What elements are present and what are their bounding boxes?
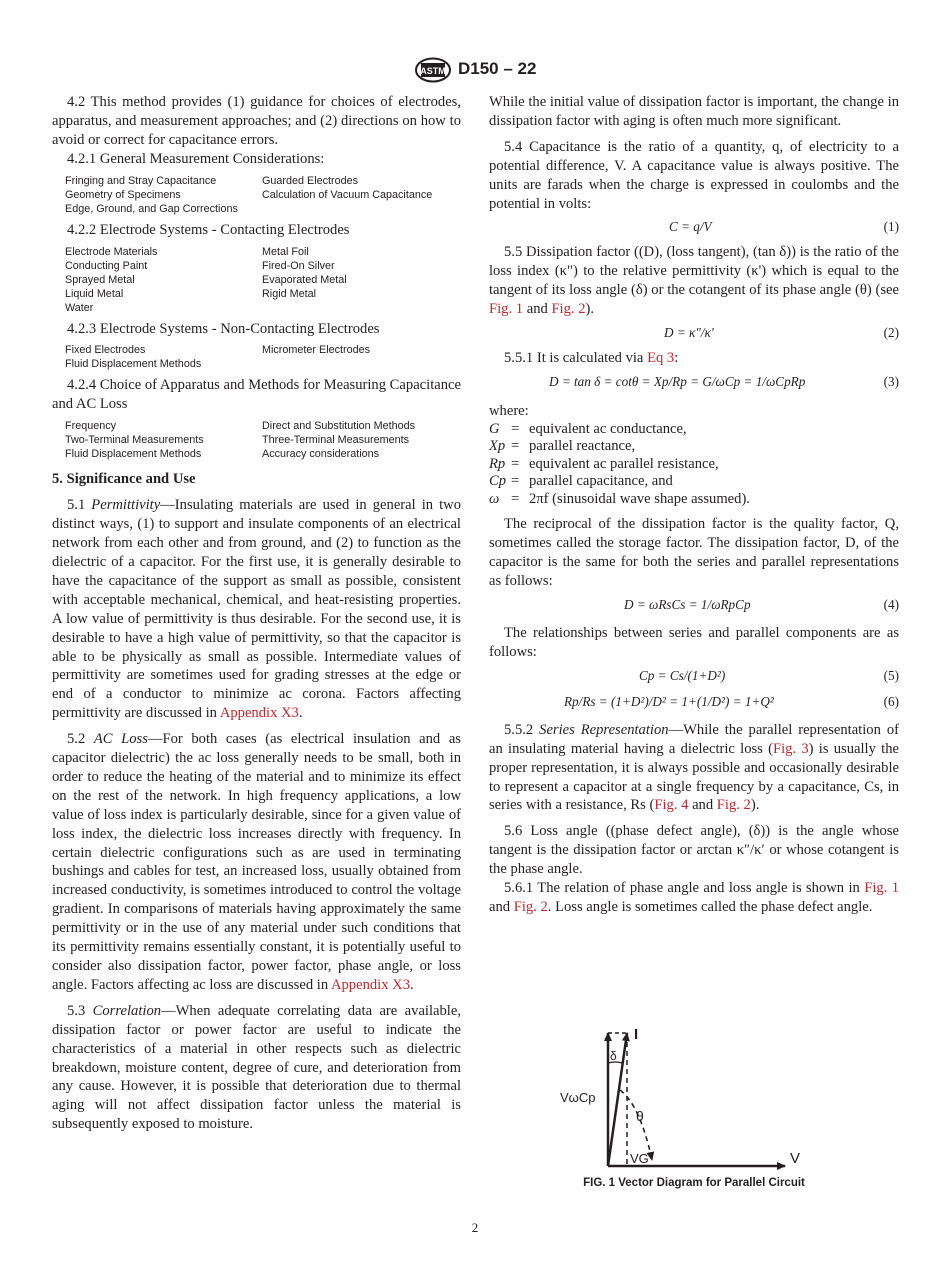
list-4-2-3	[65, 343, 461, 371]
appendix-x3-link[interactable]: Appendix X3	[219, 705, 299, 722]
equals: =	[511, 490, 520, 507]
list-item: Sprayed Metal	[65, 273, 135, 286]
para-text: ).	[585, 301, 595, 318]
list-item: Fixed Electrodes	[65, 344, 146, 357]
para-text: . Loss angle is sometimes called the phase defect angle.	[547, 898, 873, 915]
equation-number: (5)	[883, 667, 899, 683]
symbol: Xp	[489, 438, 506, 455]
equation-expression: D = ωRsCs = 1/ωRpCp	[624, 597, 751, 612]
fig-2-link[interactable]: Fig. 2	[716, 797, 751, 814]
para-number: 5.3	[67, 1002, 86, 1019]
document-designation: D150 – 22	[458, 59, 537, 78]
list-4-2-4	[65, 419, 461, 461]
para-number: 5.1	[67, 497, 86, 514]
para-5-5	[489, 243, 899, 319]
where-list	[489, 421, 899, 509]
page-header	[0, 57, 950, 83]
equation-number: (6)	[883, 693, 899, 709]
definition: parallel reactance,	[529, 438, 636, 455]
para-title: AC Loss	[93, 731, 148, 748]
left-column	[52, 93, 461, 1134]
label-vwcp: VωCp	[560, 1090, 596, 1105]
theta-arc	[620, 1090, 652, 1160]
equation-number: (2)	[883, 325, 899, 341]
fig-3-link[interactable]: Fig. 3	[772, 740, 809, 757]
equation-expression: C = q/V	[669, 219, 712, 235]
para-title: Correlation	[92, 1002, 162, 1019]
symbol: G	[489, 420, 500, 437]
where-row	[489, 438, 899, 456]
para-number: 5.5.2	[504, 721, 534, 738]
where-row	[489, 473, 899, 491]
list-4-2-2	[65, 245, 461, 315]
equation-number: (3)	[883, 373, 899, 389]
equation-expression: Cp = Cs/(1+D²)	[639, 667, 726, 683]
list-item: Accuracy considerations	[262, 448, 380, 461]
where-label: where:	[489, 402, 529, 419]
equation-expression: Rp/Rs = (1+D²)/D² = 1+(1/D²) = 1+Q²	[564, 693, 774, 709]
para-text: —For both cases (as electrical insulation and as capacitor dielectric) the ac loss generally needs to be small, both in order to reduce the heating of the material and to minimize its effect on the rest of the network. In high frequency applications, a low value of loss index is particularly desirable, since for a given value of loss index, the dielectric loss increases directly with frequency. In certain dielectric configurations such as are used in terminating bushings and cables for test, an increased loss, usually obtained from increased conductivity, is sometimes introduced to control the voltage gradient. In comparisons of materials having approximately the same permittivity or in the use of any material under such conditions that its permittivity remains essentially constant, it is potentially useful to consider also dissipation factor, power factor, phase angle, or loss angle. Factors affecting ac loss are discussed in	[52, 731, 461, 993]
equals: =	[511, 438, 520, 455]
para-text: —When adequate correlating data are available, dissipation factor or power factor are useful to indicate the characteristics of a material in other respects such as dielectric breakdown, moisture content, degree of cure, and deterioration from any cause. However, it is possible that deterioration due to thermal aging will not affect dissipation factor unless the material is subsequently exposed to moisture.	[52, 1002, 461, 1133]
para-5-5-1	[489, 349, 899, 368]
fig-2-link[interactable]: Fig. 2	[551, 301, 586, 318]
para-5-6-1	[489, 879, 899, 917]
list-item	[262, 357, 462, 371]
para-text: and	[523, 301, 552, 318]
label-vg: VG	[630, 1151, 649, 1166]
para-text: —Insulating materials are used in general in two distinct ways, (1) to support and insulate components of an electrical network from each other and from ground, and (2) to function as the dielectric of a capacitor. For the first use, it is generally desirable to have the capacitance of the support as small as possible, consistent with acceptable mechanical, chemical, and heat-resisting properties. A low value of permittivity is thus desirable. For the second use, it is desirable to have a high value of permittivity, so that the capacitor is able to be physically as small as possible. Intermediate values of permittivity are sometimes used for grading stresses at the edge or end of a conductor to minimize ac corona. Factors affecting permittivity are discussed in	[52, 497, 461, 722]
eq-3-link[interactable]: Eq 3	[647, 350, 675, 367]
equation-expression: D = tan δ = cotθ = Xp/Rp = G/ωCp = 1/ωCpRp	[549, 373, 806, 389]
list-item: Calculation of Vacuum Capacitance	[262, 188, 433, 201]
para-text: —While the parallel representation of an insulating material having a dielectric loss (	[489, 721, 899, 757]
para-5-3	[52, 1002, 461, 1134]
para-text: and	[489, 898, 514, 915]
equation-2	[489, 323, 899, 345]
para-4-2: 4.2 This method provides (1) guidance for choices of electrodes, apparatus, and measurement approaches; and (2) directions on how to avoid or correct for capacitance errors.	[52, 94, 461, 148]
page-number: 2	[471, 1220, 479, 1235]
para-title: Series Representation	[539, 721, 669, 738]
list-item: Guarded Electrodes	[262, 174, 359, 187]
fig-1-link[interactable]: Fig. 1	[864, 880, 899, 897]
where-row	[489, 421, 899, 439]
label-delta: δ	[610, 1049, 617, 1063]
right-column	[489, 93, 899, 917]
label-theta: θ	[636, 1108, 644, 1124]
figure-caption: FIG. 1 Vector Diagram for Parallel Circuit	[583, 1177, 805, 1189]
equation-3	[489, 372, 899, 394]
para-continued: While the initial value of dissipation factor is important, the change in dissipation factor with aging is often much more significant.	[489, 94, 899, 129]
para-5-5-2	[489, 721, 899, 816]
fig-2-link[interactable]: Fig. 2	[513, 898, 548, 915]
list-4-2-1	[65, 174, 461, 216]
para-reciprocal: The reciprocal of the dissipation factor is the quality factor, Q, sometimes called the storage factor. The dissipation factor, D, of the capacitor is the same for both the series and parallel representations as follows:	[489, 516, 899, 590]
equation-number: (1)	[883, 219, 899, 235]
list-item: Liquid Metal	[65, 287, 124, 300]
para-5-2: 5.2 AC Loss—For both cases (as electrical insulation and as capacitor dielectric) the ac loss generally needs to be small, both in order to reduce the heating of the material and to minimize its effect on the rest of the network. In high frequency applications, a low value of loss index is particularly desirable, since for a given value of loss index, the dielectric loss increases directly with frequency. In certain dielectric configurations such as are used in terminating bushings and cables for test, an increased loss, usually obtained from increased conductivity, is sometimes introduced to control the voltage gradient. In comparisons of materials having approximately the same permittivity or in the use of any material under such conditions that its permittivity remains essentially constant, it is potentially useful to consider also dissipation factor, power factor, phase angle, or loss angle. Factors affecting ac loss are discussed in Appendix X3.	[52, 731, 461, 993]
equation-expression: D = κ"/κ'	[664, 325, 714, 341]
svg-text:ASTM: ASTM	[420, 66, 446, 76]
where-row	[489, 456, 899, 474]
definition: equivalent ac conductance,	[529, 420, 687, 437]
para-title: Permittivity	[91, 497, 161, 514]
symbol: Rp	[489, 455, 506, 472]
fig-4-link[interactable]: Fig. 4	[654, 797, 689, 814]
list-item: Fluid Displacement Methods	[65, 358, 202, 371]
list-item: Rigid Metal	[262, 287, 317, 300]
label-i: I	[634, 1026, 639, 1043]
list-item	[262, 202, 462, 216]
para-5-6: 5.6 Loss angle ((phase defect angle), (δ)) is the angle whose tangent is the dissipation factor or arctan κ″/κ′ or whose cotangent is the phase angle.	[489, 823, 899, 878]
heading-4-2-2: 4.2.2 Electrode Systems - Contacting Electrodes	[67, 221, 350, 238]
equals: =	[511, 455, 520, 472]
equals: =	[511, 420, 520, 437]
where-row	[489, 491, 899, 509]
equation-6	[489, 692, 899, 714]
symbol: Cp	[489, 473, 507, 490]
equation-5	[489, 666, 899, 688]
para-relationships: The relationships between series and parallel components are as follows:	[489, 625, 899, 660]
heading-4-2-1: 4.2.1 General Measurement Considerations:	[67, 150, 325, 167]
heading-4-2-3: 4.2.3 Electrode Systems - Non-Contacting Electrodes	[67, 320, 380, 337]
para-text: 5.5.1 It is calculated via	[504, 350, 648, 367]
list-item: Electrode Materials	[65, 245, 158, 258]
definition: 2πf (sinusoidal wave shape assumed).	[529, 490, 750, 507]
list-item	[262, 301, 462, 315]
list-item: Metal Foil	[262, 245, 309, 258]
list-item: Fluid Displacement Methods	[65, 448, 202, 461]
para-text: 5.6.1 The relation of phase angle and loss angle is shown in	[504, 880, 865, 897]
symbol: ω	[489, 490, 500, 507]
list-item: Micrometer Electrodes	[262, 344, 371, 357]
list-item: Edge, Ground, and Gap Corrections	[65, 202, 238, 215]
para-text: :	[674, 350, 679, 367]
section-5-heading: 5. Significance and Use	[52, 471, 196, 488]
equals: =	[511, 473, 520, 490]
list-item: Direct and Substitution Methods	[262, 420, 416, 433]
fig-1-link[interactable]: Fig. 1	[489, 301, 524, 318]
equation-1	[489, 217, 899, 239]
para-text: and	[688, 797, 717, 814]
definition: equivalent ac parallel resistance,	[529, 455, 719, 472]
list-item: Three-Terminal Measurements	[262, 434, 410, 447]
list-item: Conducting Paint	[65, 259, 148, 272]
para-text: 5.5 Dissipation factor ((D), (loss tangent), (tan δ)) is the ratio of the loss index (κ") to the relative permittivity (κ') which is equal to the tangent of its loss angle (δ) or the cotangent of its phase angle (θ) (see	[489, 244, 899, 299]
equation-4	[489, 595, 899, 617]
para-5-1: 5.1 Permittivity—Insulating materials are used in general in two distinct ways, (1) to support and insulate components of an electrical network from each other and from ground, and (2) to function as the dielectric of a capacitor. For the first use, it is generally desirable to have the capacitance of the support as small as possible, consistent with acceptable mechanical, chemical, and heat-resisting properties. A low value of permittivity is thus desirable. For the second use, it is desirable to have a high value of permittivity, so that the capacitor is able to be physically as small as possible. Intermediate values of permittivity are sometimes used for grading stresses at the edge or end of a conductor to minimize ac corona. Factors affecting permittivity are discussed in Appendix X3.	[52, 497, 461, 722]
label-v: V	[790, 1150, 801, 1167]
heading-4-2-4: 4.2.4 Choice of Apparatus and Methods for Measuring Capacitance and AC Loss	[52, 377, 461, 413]
list-item: Fringing and Stray Capacitance	[65, 174, 217, 187]
equation-number: (4)	[883, 597, 899, 612]
list-item: Two-Terminal Measurements	[65, 434, 204, 447]
list-item: Fired-On Silver	[262, 259, 335, 272]
appendix-x3-link[interactable]: Appendix X3	[330, 976, 411, 993]
para-text: ).	[750, 797, 760, 814]
list-item: Evaporated Metal	[262, 273, 347, 286]
list-item: Geometry of Specimens	[65, 188, 181, 201]
definition: parallel capacitance, and	[529, 473, 673, 490]
para-text: ) is usually the proper representation, it is always possible and occasionally desirable to represent a capacitor at a single frequency by a capacitance, Cs, in series with a resistance, Rs (	[489, 740, 899, 814]
list-item: Water	[65, 301, 94, 314]
vector-diagram-figure	[540, 1025, 840, 1200]
para-5-4: 5.4 Capacitance is the ratio of a quantity, q, of electricity to a potential difference, V. A capacitance value is always positive. The units are farads when the charge is expressed in coulombs and the potential in volts:	[489, 138, 899, 212]
astm-logo	[413, 57, 453, 83]
list-item: Frequency	[65, 420, 117, 433]
para-number: 5.2	[67, 731, 86, 748]
